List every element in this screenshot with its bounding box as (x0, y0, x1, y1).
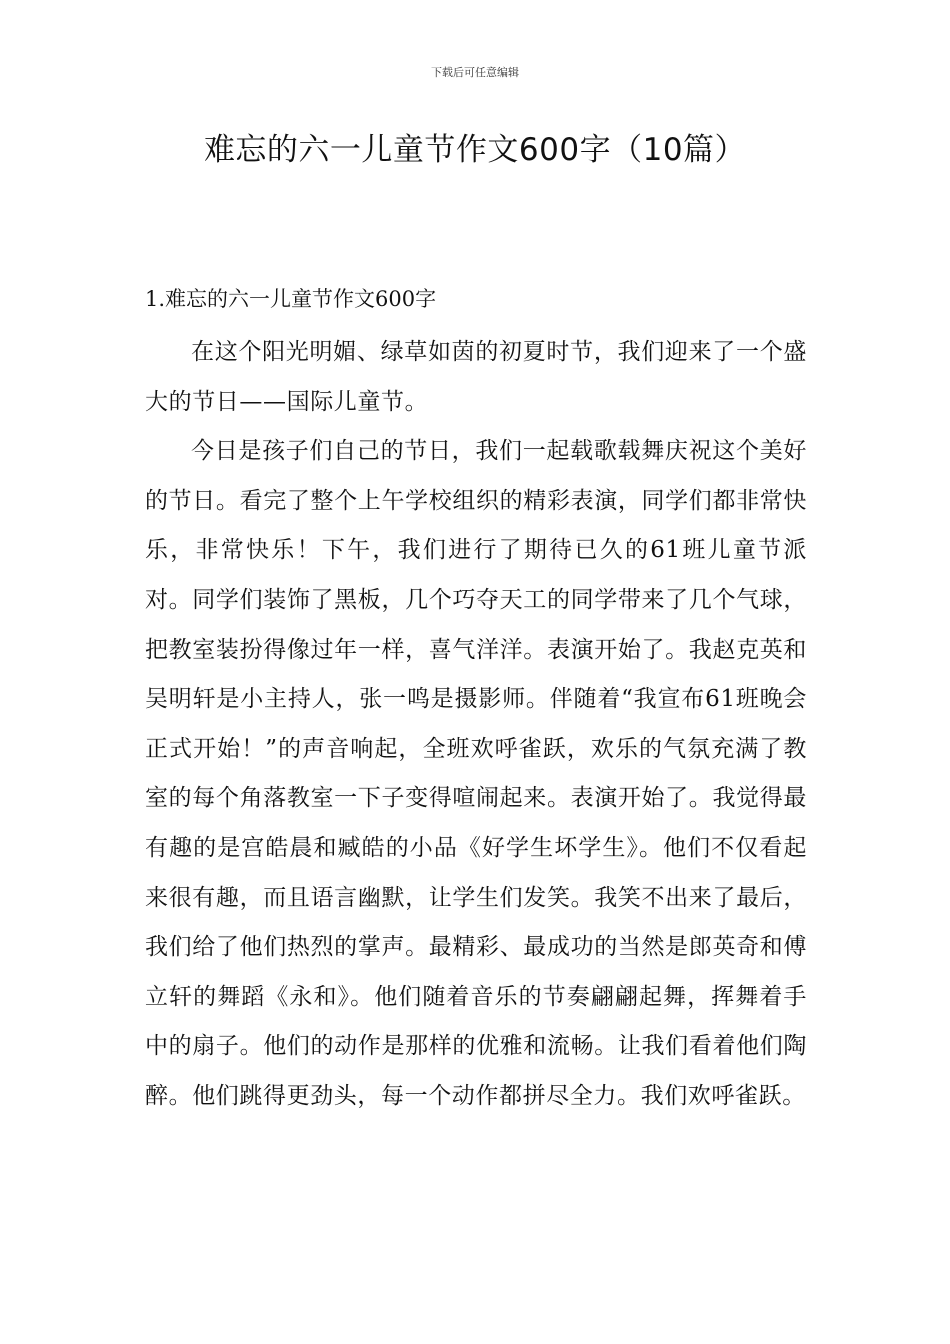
section-body (145, 328, 807, 1122)
section-heading: 1.难忘的六一儿童节作文600字 (145, 287, 437, 311)
paragraph: 在这个阳光明媚、绿草如茵的初夏时节，我们迎来了一个盛大的节日——国际儿童节。 (145, 339, 807, 415)
paragraph: 今日是孩子们自己的节日，我们一起载歌载舞庆祝这个美好的节日。看完了整个上午学校组织的精彩表演，同学们都非常快乐，非常快乐！下午，我们进行了期待已久的61班儿童节派对。同学们装饰了黑板，几个巧夺天工的同学带来了几个气球，把教室装扮得像过年一样，喜气洋洋。表演开始了。我赵克英和吴明轩是小主持人，张一鸣是摄影师。伴随着“我宣布61班晚会正式开始！”的声音响起，全班欢呼雀跃，欢乐的气氛充满了教室的每个角落教室一下子变得喧闹起来。表演开始了。我觉得最有趣的是宫皓晨和臧皓的小品《好学生坏学生》。他们不仅看起来很有趣，而且语言幽默，让学生们发笑。我笑不出来了最后，我们给了他们热烈的掌声。最精彩、最成功的当然是郎英奇和傅立轩的舞蹈《永和》。他们随着音乐的节奏翩翩起舞，挥舞着手中的扇子。他们的动作是那样的优雅和流畅。让我们看着他们陶醉。他们跳得更劲头，每一个动作都拼尽全力。我们欢呼雀跃。 (145, 438, 807, 1109)
page-header-note: 下载后可任意编辑 (431, 66, 519, 79)
document-title: 难忘的六一儿童节作文600字（10篇） (203, 132, 747, 168)
